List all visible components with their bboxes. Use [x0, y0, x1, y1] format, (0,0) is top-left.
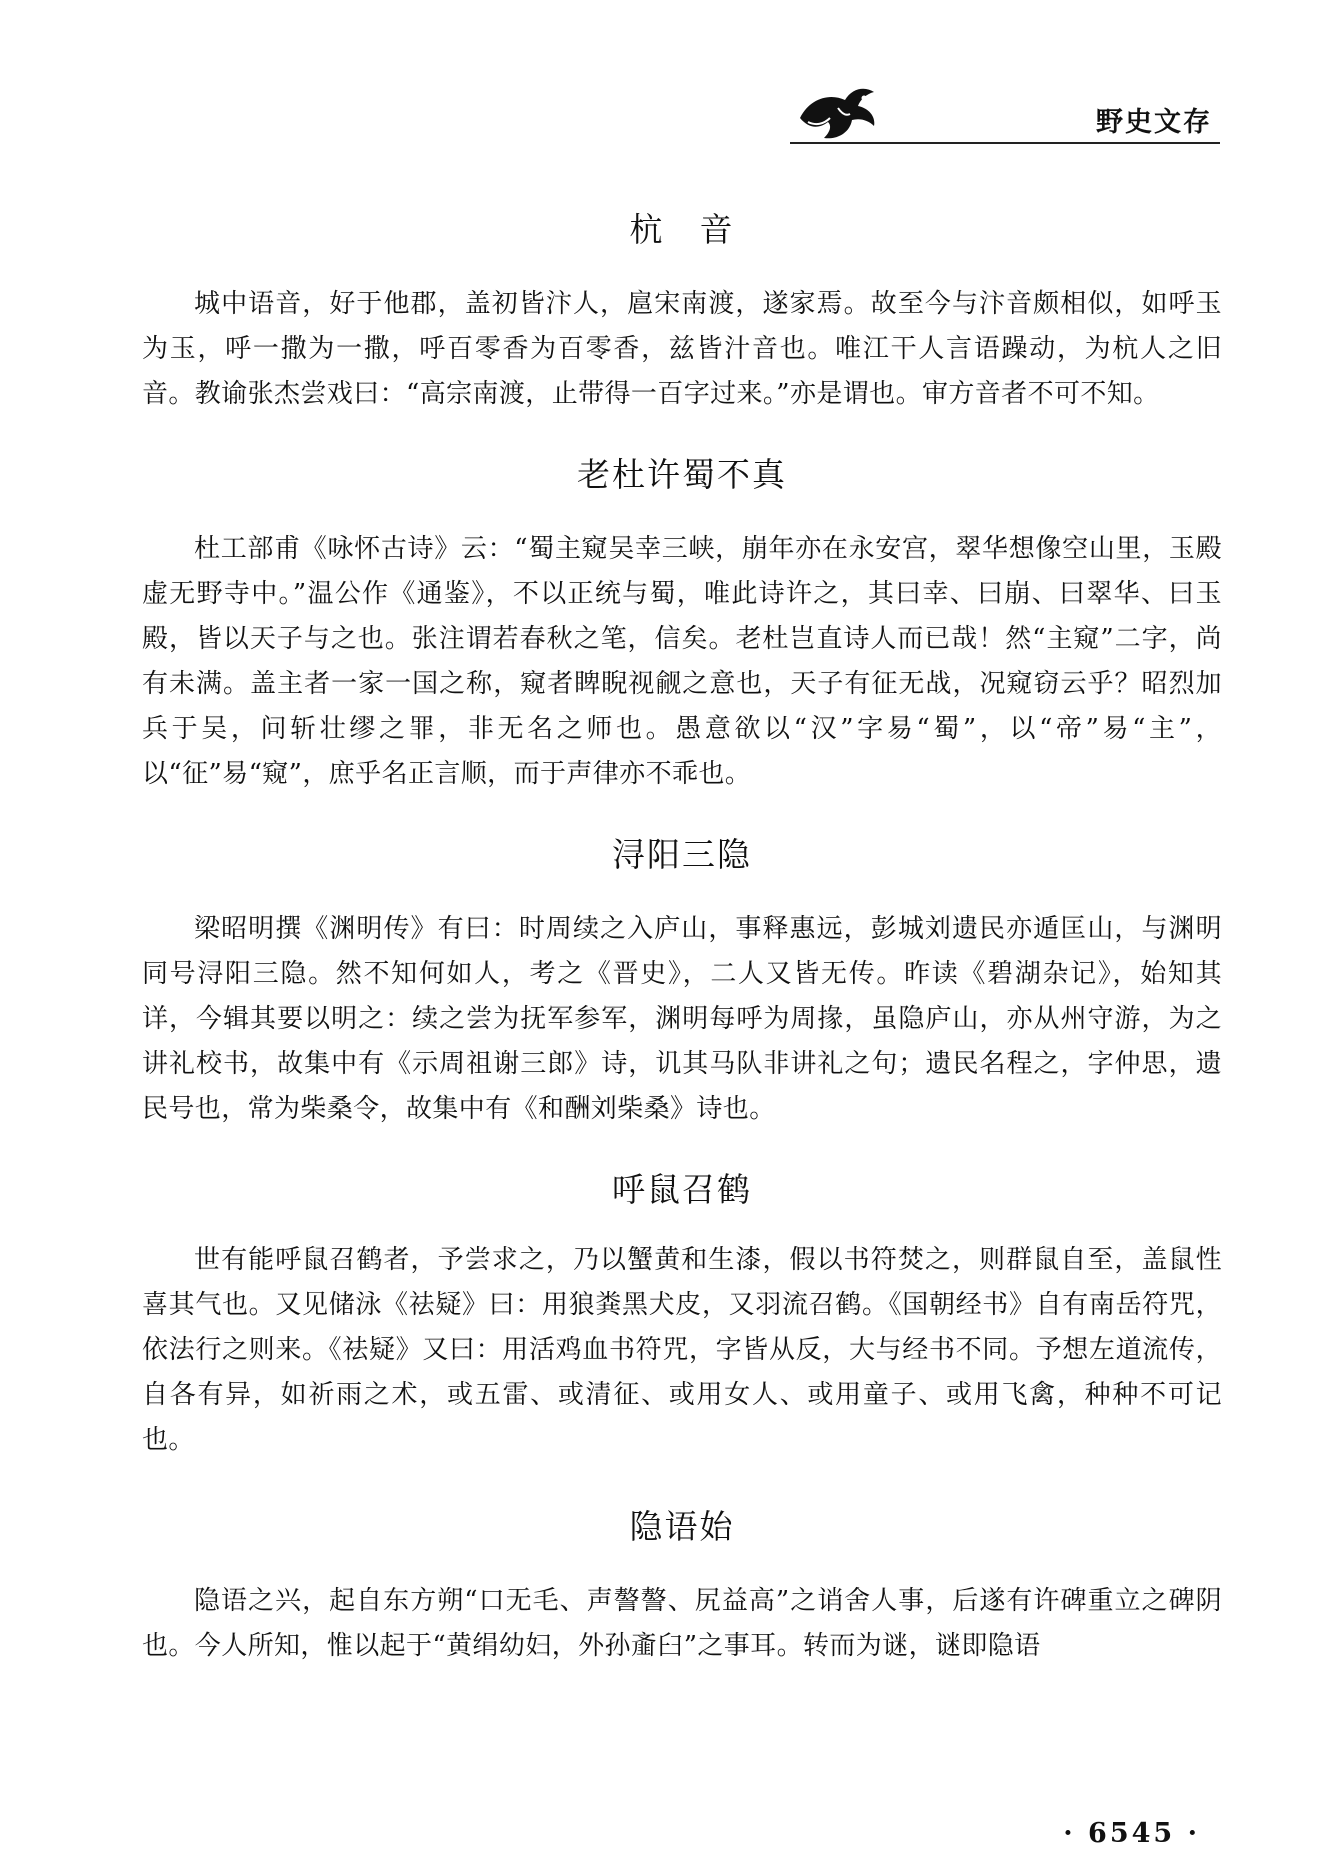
- section-paragraph: 城中语音，好于他郡，盖初皆汴人，扈宋南渡，遂家焉。故至今与汴音颇相似，如呼玉为玉，呼一撒为一撒，呼百零香为百零香，兹皆汁音也。唯江干人言语躁动，为杭人之旧音。教谕张杰尝戏曰：“高宗南渡，止带得一百字过来。”亦是谓也。审方音者不可不知。: [142, 289, 1222, 409]
- section-paragraph: 杜工部甫《咏怀古诗》云：“蜀主窥吴幸三峡，崩年亦在永安宫，翠华想像空山里，玉殿虚无野寺中。”温公作《通鉴》，不以正统与蜀，唯此诗许之，其曰幸、曰崩、曰翠华、曰玉殿，皆以天子与之也。张注谓若春秋之笔，信矣。老杜岂直诗人而已哉！然“主窥”二字，尚有未满。盖主者一家一国之称，窥者睥睨视觎之意也，天子有征无战，况窥窃云乎？昭烈加兵于吴，问斩壮缪之罪，非无名之师也。愚意欲以“汉”字易“蜀”，以“帝”易“主”，以“征”易“窥”，庶乎名正言顺，而于声律亦不乖也。: [142, 534, 1222, 789]
- section-title: 隐语始: [629, 1507, 735, 1546]
- dragon-logo-icon: [790, 78, 880, 148]
- article-content: [142, 200, 1222, 1669]
- section-title: 浔阳三隐: [612, 835, 752, 874]
- section-paragraph: 梁昭明撰《渊明传》有曰：时周续之入庐山，事释惠远，彭城刘遗民亦遁匡山，与渊明同号浔阳三隐。然不知何如人，考之《晋史》，二人又皆无传。昨读《碧湖杂记》，始知其详，今辑其要以明之：续之尝为抚军参军，渊明每呼为周掾，虽隐庐山，亦从州守游，为之讲礼校书，故集中有《示周祖谢三郎》诗，讥其马队非讲礼之句；遗民名程之，字仲思，遗民号也，常为柴桑令，故集中有《和酬刘柴桑》诗也。: [142, 914, 1222, 1124]
- running-header: [790, 78, 1220, 150]
- section-title: 杭 音: [629, 210, 735, 249]
- section-paragraph: 隐语之兴，起自东方朔“口无毛、声謷謷、尻益高”之诮舍人事，后遂有许碑重立之碑阴也。今人所知，惟以起于“黄绢幼妇，外孙齑臼”之事耳。转而为谜，谜即隐语: [142, 1586, 1222, 1661]
- header-rule: [790, 142, 1220, 144]
- page-number: · 6545 ·: [1063, 1818, 1200, 1849]
- section-title: 老杜许蜀不真: [577, 455, 787, 494]
- section-paragraph: 世有能呼鼠召鹤者，予尝求之，乃以蟹黄和生漆，假以书符焚之，则群鼠自至，盖鼠性喜其气也。又见储泳《祛疑》曰：用狼粪黑犬皮，又羽流召鹤。《国朝经书》自有南岳符咒，依法行之则来。《祛疑》又曰：用活鸡血书符咒，字皆从反，大与经书不同。予想左道流传，自各有异，如祈雨之术，或五雷、或清征、或用女人、或用童子、或用飞禽，种种不可记也。: [142, 1245, 1222, 1455]
- section-title: 呼鼠召鹤: [612, 1170, 752, 1209]
- series-title: 野史文存: [1096, 107, 1212, 138]
